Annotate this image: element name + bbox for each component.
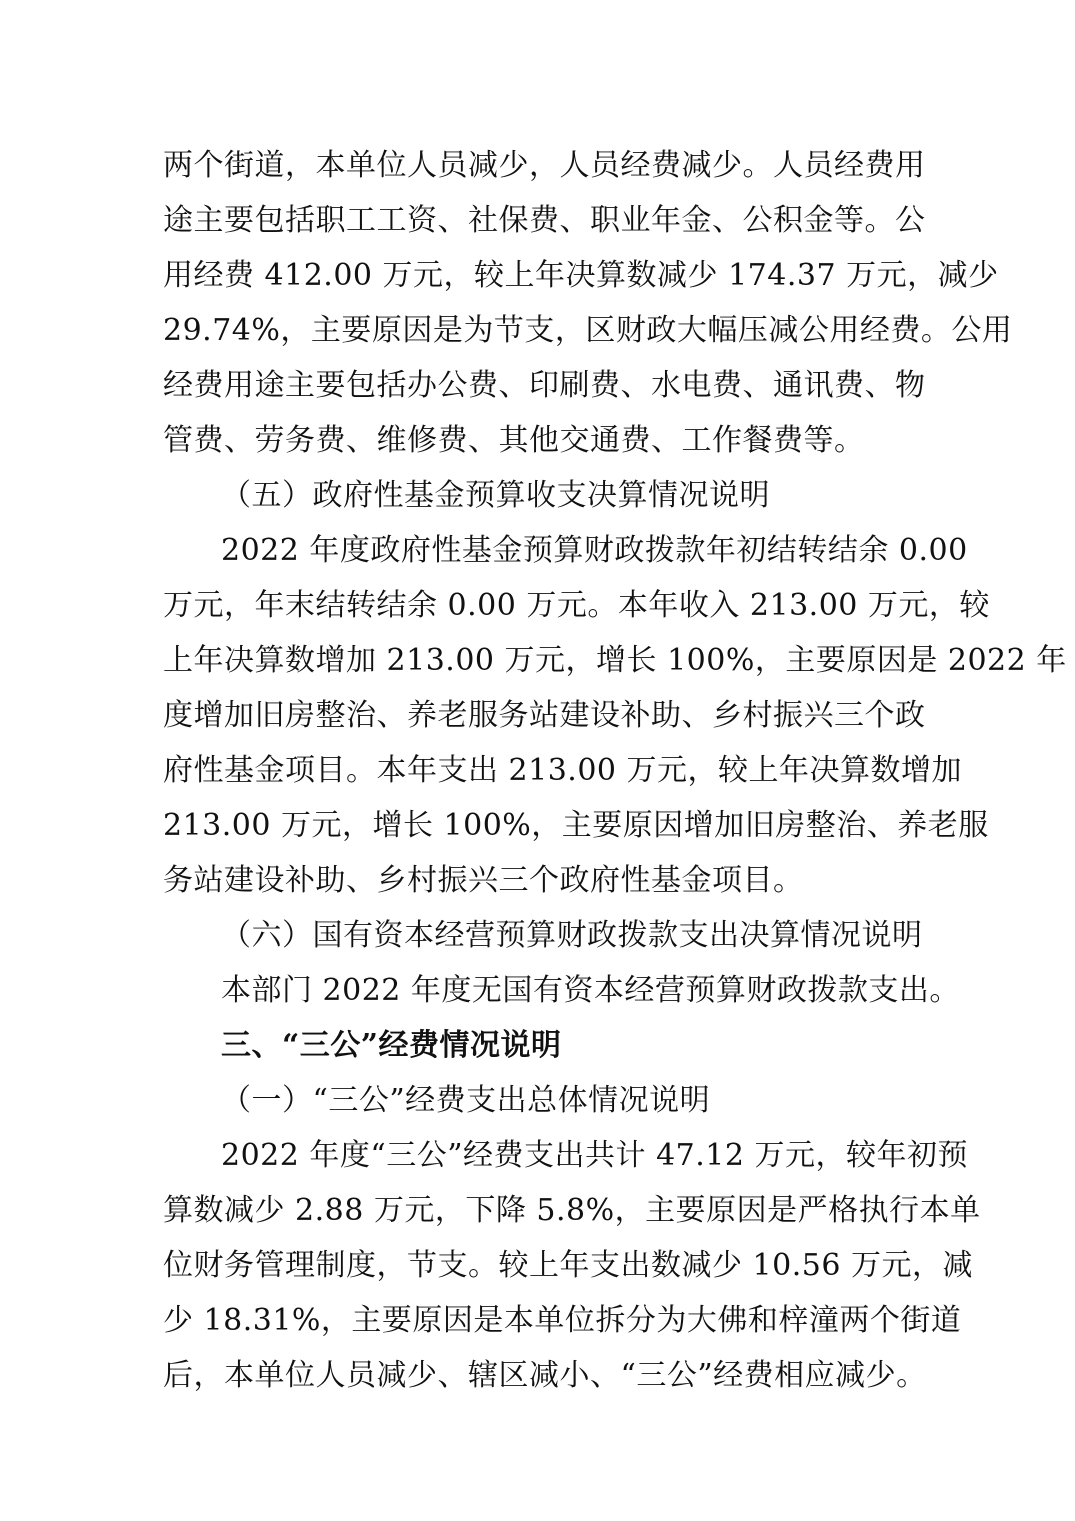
text-line: 万元，年末结转结余 0.00 万元。本年收入 213.00 万元，较	[163, 588, 990, 623]
text-line: 29.74%，主要原因是为节支，区财政大幅压减公用经费。公用	[163, 313, 1013, 348]
text-line: 途主要包括职工工资、社保费、职业年金、公积金等。公	[163, 203, 926, 238]
chapter-heading-3: 三、“三公”经费情况说明	[221, 1028, 562, 1063]
text-line: 位财务管理制度，节支。较上年支出数减少 10.56 万元，减	[163, 1248, 973, 1283]
text-line: 两个街道，本单位人员减少，人员经费减少。人员经费用	[163, 148, 926, 183]
text-line: 管费、劳务费、维修费、其他交通费、工作餐费等。	[163, 423, 865, 458]
text-line: 务站建设补助、乡村振兴三个政府性基金项目。	[163, 863, 804, 898]
text-line: 算数减少 2.88 万元，下降 5.8%，主要原因是严格执行本单	[163, 1193, 981, 1228]
text-line: 后，本单位人员减少、辖区减小、“三公”经费相应减少。	[163, 1358, 927, 1393]
text-line: 2022 年度“三公”经费支出共计 47.12 万元，较年初预	[221, 1138, 969, 1173]
section-heading-6: （六）国有资本经营预算财政拨款支出决算情况说明	[221, 918, 923, 953]
section-heading-5: （五）政府性基金预算收支决算情况说明	[221, 478, 770, 513]
document-page	[163, 138, 1067, 1403]
text-line: 府性基金项目。本年支出 213.00 万元，较上年决算数增加	[163, 753, 963, 788]
text-line: 上年决算数增加 213.00 万元，增长 100%，主要原因是 2022 年	[163, 643, 1067, 678]
text-line: 本部门 2022 年度无国有资本经营预算财政拨款支出。	[221, 973, 960, 1008]
section-heading-3-1: （一）“三公”经费支出总体情况说明	[221, 1083, 711, 1118]
text-line: 经费用途主要包括办公费、印刷费、水电费、通讯费、物	[163, 368, 926, 403]
text-line: 少 18.31%，主要原因是本单位拆分为大佛和梓潼两个街道	[163, 1303, 962, 1338]
text-line: 213.00 万元，增长 100%，主要原因增加旧房整治、养老服	[163, 808, 989, 843]
text-line: 2022 年度政府性基金预算财政拨款年初结转结余 0.00	[221, 533, 968, 568]
text-line: 度增加旧房整治、养老服务站建设补助、乡村振兴三个政	[163, 698, 926, 733]
text-line: 用经费 412.00 万元，较上年决算数减少 174.37 万元，减少	[163, 258, 999, 293]
